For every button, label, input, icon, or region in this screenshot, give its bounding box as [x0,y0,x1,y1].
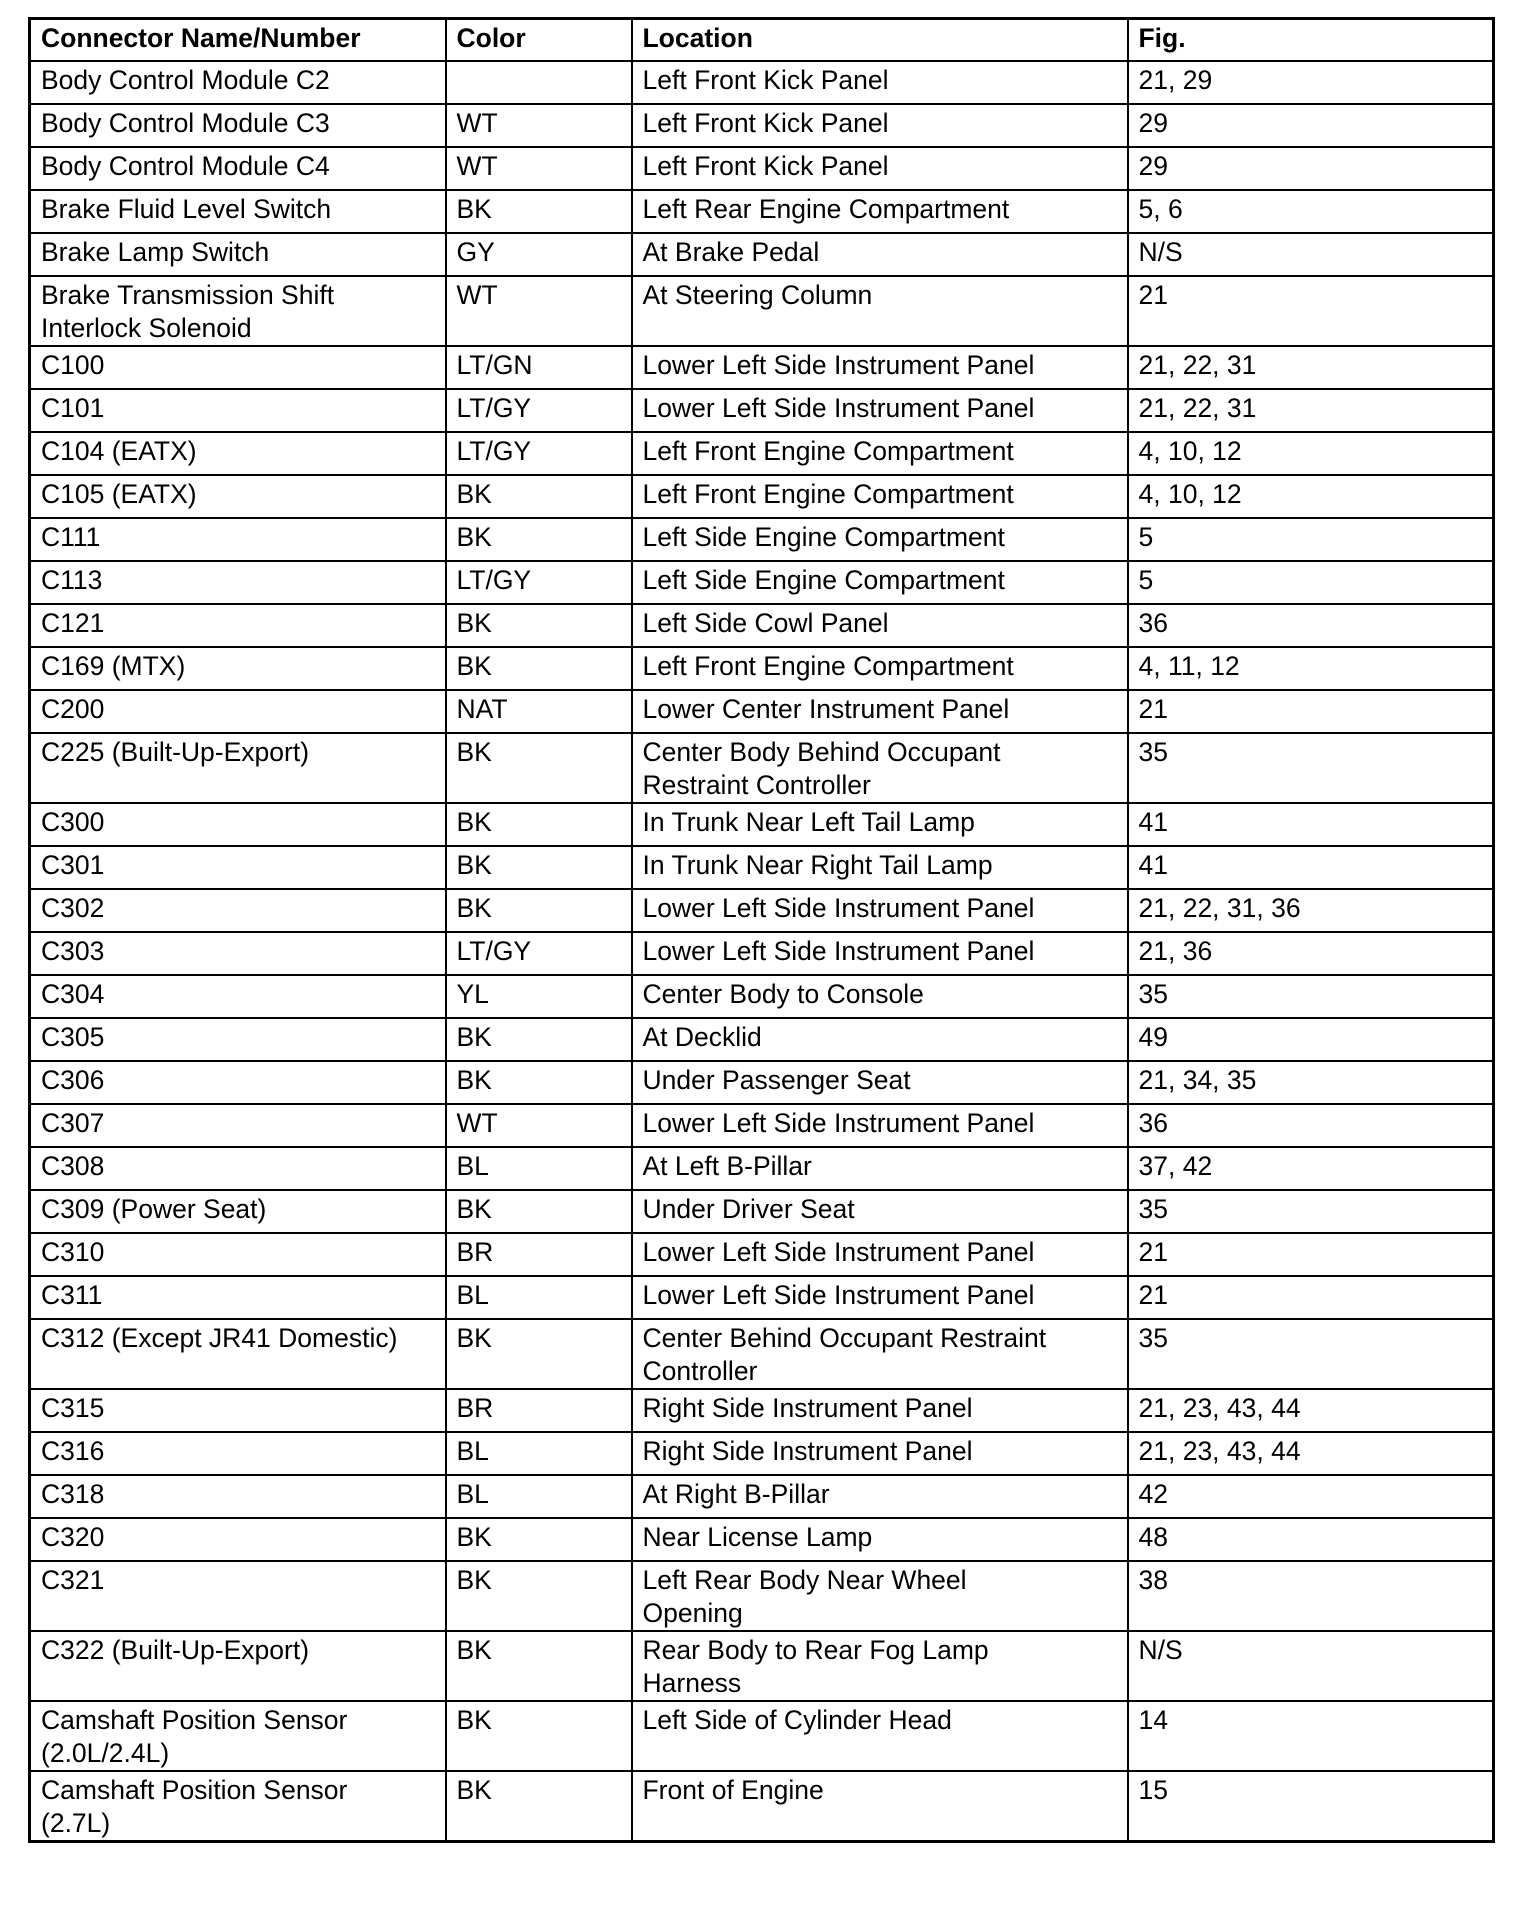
cell-location: Lower Left Side Instrument Panel [632,1276,1128,1319]
cell-connector-name: C121 [30,604,446,647]
cell-connector-name: C307 [30,1104,446,1147]
cell-location: Lower Left Side Instrument Panel [632,1104,1128,1147]
cell-connector-name: Brake Lamp Switch [30,233,446,276]
cell-connector-name: C100 [30,346,446,389]
cell-connector-name: C309 (Power Seat) [30,1190,446,1233]
cell-color: BK [446,889,632,932]
cell-color: BK [446,846,632,889]
table-row [30,1771,1494,1842]
cell-location: Left Side Engine Compartment [632,561,1128,604]
table-row [30,690,1494,733]
cell-fig: 5, 6 [1128,190,1494,233]
cell-location: Front of Engine [632,1771,1128,1842]
cell-connector-name: C320 [30,1518,446,1561]
table-body [30,61,1494,1842]
cell-connector-name: C104 (EATX) [30,432,446,475]
cell-location: Lower Left Side Instrument Panel [632,932,1128,975]
cell-fig: 4, 10, 12 [1128,475,1494,518]
cell-fig: 35 [1128,733,1494,803]
table-row [30,475,1494,518]
cell-fig: 21, 23, 43, 44 [1128,1389,1494,1432]
table-row [30,1104,1494,1147]
table-row [30,432,1494,475]
cell-location: In Trunk Near Left Tail Lamp [632,803,1128,846]
cell-location: Lower Left Side Instrument Panel [632,389,1128,432]
cell-fig: 15 [1128,1771,1494,1842]
cell-connector-name: C303 [30,932,446,975]
cell-color: BK [446,803,632,846]
table-row [30,803,1494,846]
table-row [30,1432,1494,1475]
cell-color: LT/GY [446,389,632,432]
connector-table-page [28,17,1492,1843]
header-fig: Fig. [1128,19,1494,61]
cell-fig: 36 [1128,604,1494,647]
table-row [30,1061,1494,1104]
table-row [30,733,1494,803]
cell-color: LT/GY [446,432,632,475]
cell-fig: 14 [1128,1701,1494,1771]
cell-fig: 41 [1128,803,1494,846]
table-row [30,1518,1494,1561]
cell-location: Left Side Cowl Panel [632,604,1128,647]
cell-connector-name: Camshaft Position Sensor (2.7L) [30,1771,446,1842]
cell-fig: 21, 29 [1128,61,1494,104]
table-row [30,518,1494,561]
cell-connector-name: C301 [30,846,446,889]
table-row [30,346,1494,389]
cell-fig: 41 [1128,846,1494,889]
cell-color: LT/GY [446,561,632,604]
table-row [30,1276,1494,1319]
cell-color: LT/GN [446,346,632,389]
cell-connector-name: Body Control Module C2 [30,61,446,104]
cell-color: BK [446,1190,632,1233]
cell-fig: N/S [1128,1631,1494,1701]
table-row [30,1389,1494,1432]
cell-color: GY [446,233,632,276]
cell-location: In Trunk Near Right Tail Lamp [632,846,1128,889]
cell-connector-name: C321 [30,1561,446,1631]
cell-location: Rear Body to Rear Fog Lamp Harness [632,1631,1128,1701]
cell-location: Right Side Instrument Panel [632,1432,1128,1475]
cell-connector-name: C312 (Except JR41 Domestic) [30,1319,446,1389]
table-row [30,975,1494,1018]
table-row [30,604,1494,647]
cell-location: Left Front Kick Panel [632,147,1128,190]
cell-connector-name: C316 [30,1432,446,1475]
cell-fig: 4, 11, 12 [1128,647,1494,690]
table-row [30,1319,1494,1389]
cell-fig: 35 [1128,975,1494,1018]
cell-color: BK [446,518,632,561]
cell-connector-name: Body Control Module C3 [30,104,446,147]
cell-fig: 35 [1128,1319,1494,1389]
cell-connector-name: C225 (Built-Up-Export) [30,733,446,803]
cell-location: Center Body to Console [632,975,1128,1018]
cell-location: Right Side Instrument Panel [632,1389,1128,1432]
cell-location: Lower Left Side Instrument Panel [632,346,1128,389]
cell-location: Left Side of Cylinder Head [632,1701,1128,1771]
cell-color: BK [446,1018,632,1061]
cell-color: BK [446,1518,632,1561]
cell-location: Left Front Engine Compartment [632,647,1128,690]
cell-location: Left Front Engine Compartment [632,432,1128,475]
table-row [30,1190,1494,1233]
table-row [30,1233,1494,1276]
cell-fig: 35 [1128,1190,1494,1233]
cell-location: Left Front Kick Panel [632,61,1128,104]
table-row [30,147,1494,190]
table-row [30,889,1494,932]
table-row [30,190,1494,233]
table-row [30,1631,1494,1701]
cell-connector-name: C305 [30,1018,446,1061]
cell-location: Center Body Behind Occupant Restraint Controller [632,733,1128,803]
cell-connector-name: C318 [30,1475,446,1518]
cell-fig: 29 [1128,104,1494,147]
cell-location: Left Rear Body Near Wheel Opening [632,1561,1128,1631]
cell-color: BK [446,1561,632,1631]
cell-fig: 21, 23, 43, 44 [1128,1432,1494,1475]
table-row [30,61,1494,104]
header-connector-name: Connector Name/Number [30,19,446,61]
cell-connector-name: C304 [30,975,446,1018]
cell-location: At Brake Pedal [632,233,1128,276]
cell-location: At Decklid [632,1018,1128,1061]
table-row [30,647,1494,690]
cell-fig: 38 [1128,1561,1494,1631]
cell-color: WT [446,276,632,346]
table-header [30,19,1494,61]
cell-connector-name: C101 [30,389,446,432]
cell-fig: 21, 34, 35 [1128,1061,1494,1104]
cell-color: WT [446,147,632,190]
cell-color: BK [446,604,632,647]
cell-connector-name: C315 [30,1389,446,1432]
cell-color: BK [446,733,632,803]
cell-fig: 21 [1128,1233,1494,1276]
cell-color: BL [446,1147,632,1190]
table-row [30,1147,1494,1190]
cell-color: BL [446,1276,632,1319]
table-row [30,1018,1494,1061]
cell-connector-name: C322 (Built-Up-Export) [30,1631,446,1701]
table-row [30,1701,1494,1771]
cell-color: BK [446,1319,632,1389]
cell-color: BK [446,1771,632,1842]
connector-table [28,17,1495,1843]
cell-fig: 5 [1128,561,1494,604]
cell-location: Left Side Engine Compartment [632,518,1128,561]
cell-location: Under Driver Seat [632,1190,1128,1233]
cell-fig: 21, 22, 31 [1128,346,1494,389]
cell-fig: 36 [1128,1104,1494,1147]
cell-location: At Steering Column [632,276,1128,346]
cell-color: BL [446,1475,632,1518]
cell-location: Left Front Engine Compartment [632,475,1128,518]
cell-connector-name: Body Control Module C4 [30,147,446,190]
cell-color: BK [446,475,632,518]
cell-connector-name: C310 [30,1233,446,1276]
cell-connector-name: C311 [30,1276,446,1319]
cell-color: LT/GY [446,932,632,975]
cell-color: WT [446,104,632,147]
cell-color: BK [446,190,632,233]
cell-fig: 21, 36 [1128,932,1494,975]
cell-connector-name: C111 [30,518,446,561]
cell-location: Lower Left Side Instrument Panel [632,1233,1128,1276]
cell-connector-name: Camshaft Position Sensor (2.0L/2.4L) [30,1701,446,1771]
cell-color: BR [446,1389,632,1432]
cell-fig: 5 [1128,518,1494,561]
cell-connector-name: C308 [30,1147,446,1190]
cell-fig: 29 [1128,147,1494,190]
cell-color: BK [446,1701,632,1771]
table-row [30,1561,1494,1631]
cell-color: BK [446,1631,632,1701]
table-row [30,846,1494,889]
cell-location: Under Passenger Seat [632,1061,1128,1104]
cell-color: BR [446,1233,632,1276]
cell-location: Near License Lamp [632,1518,1128,1561]
cell-color: BL [446,1432,632,1475]
cell-location: Lower Center Instrument Panel [632,690,1128,733]
cell-fig: 48 [1128,1518,1494,1561]
table-row [30,104,1494,147]
cell-connector-name: C200 [30,690,446,733]
cell-fig: 21, 22, 31 [1128,389,1494,432]
cell-connector-name: C300 [30,803,446,846]
cell-fig: 37, 42 [1128,1147,1494,1190]
cell-color: BK [446,1061,632,1104]
cell-color [446,61,632,104]
cell-fig: 21 [1128,1276,1494,1319]
cell-location: Left Rear Engine Compartment [632,190,1128,233]
cell-color: YL [446,975,632,1018]
cell-connector-name: Brake Fluid Level Switch [30,190,446,233]
cell-color: NAT [446,690,632,733]
cell-location: At Left B-Pillar [632,1147,1128,1190]
cell-fig: 21 [1128,690,1494,733]
cell-fig: 21, 22, 31, 36 [1128,889,1494,932]
header-row [30,19,1494,61]
cell-connector-name: C306 [30,1061,446,1104]
cell-location: Lower Left Side Instrument Panel [632,889,1128,932]
cell-connector-name: C169 (MTX) [30,647,446,690]
table-row [30,233,1494,276]
cell-fig: 21 [1128,276,1494,346]
cell-fig: 42 [1128,1475,1494,1518]
cell-location: Left Front Kick Panel [632,104,1128,147]
cell-connector-name: C113 [30,561,446,604]
header-location: Location [632,19,1128,61]
cell-fig: 49 [1128,1018,1494,1061]
table-row [30,561,1494,604]
cell-connector-name: C302 [30,889,446,932]
cell-connector-name: Brake Transmission Shift Interlock Solenoid [30,276,446,346]
cell-color: WT [446,1104,632,1147]
cell-fig: 4, 10, 12 [1128,432,1494,475]
table-row [30,1475,1494,1518]
cell-location: At Right B-Pillar [632,1475,1128,1518]
cell-fig: N/S [1128,233,1494,276]
header-color: Color [446,19,632,61]
table-row [30,276,1494,346]
cell-location: Center Behind Occupant Restraint Controller [632,1319,1128,1389]
cell-connector-name: C105 (EATX) [30,475,446,518]
table-row [30,389,1494,432]
cell-color: BK [446,647,632,690]
table-row [30,932,1494,975]
